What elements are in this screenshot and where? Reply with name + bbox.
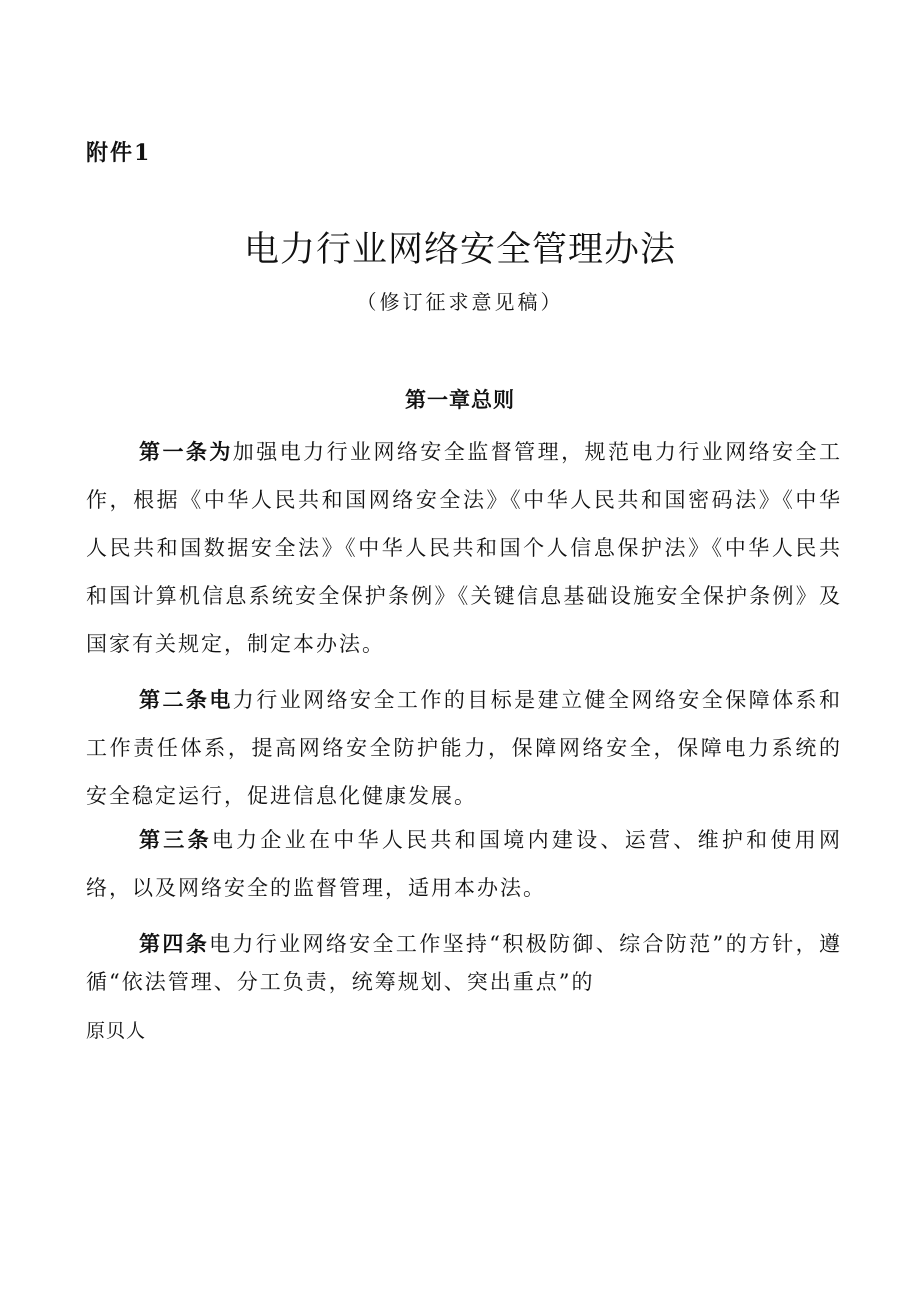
attachment-label: 附件1 bbox=[86, 140, 152, 166]
article-2 bbox=[86, 676, 842, 820]
trailing-text-fragment: 原贝人 bbox=[86, 1020, 147, 1042]
document-subtitle: （修订征求意见稿） bbox=[356, 290, 564, 314]
article-2-lead: 第二条电 bbox=[139, 687, 233, 712]
article-2-text: 力行业网络安全工作的目标是建立健全网络安全保障体系和工作责任体系，提高网络安全防护能力，保障网络安全，保障电力系统的安全稳定运行，促进信息化健康发展。 bbox=[86, 688, 843, 808]
article-4-text: 电力行业网络安全工作坚持“积极防御、综合防范”的方针，遵循“依法管理、分工负责，统筹规划、突出重点”的 bbox=[86, 932, 842, 994]
document-title: 电力行业网络安全管理办法 bbox=[243, 230, 676, 270]
article-3 bbox=[86, 816, 842, 912]
article-3-text: 电力企业在中华人民共和国境内建设、运营、维护和使用网络，以及网络安全的监督管理，适用本办法。 bbox=[86, 828, 842, 900]
article-4-lead: 第四条 bbox=[139, 931, 210, 956]
article-3-lead: 第三条 bbox=[139, 827, 212, 852]
chapter-heading: 第一章总则 bbox=[405, 387, 515, 412]
article-1-text: 加强电力行业网络安全监督管理，规范电力行业网络安全工作，根据《中华人民共和国网络安全法》《中华人民共和国密码法》《中华人民共和国数据安全法》《中华人民共和国个人信息保护法》《中华人民共和国计算机信息系统安全保护条例》《关键信息基础设施安全保护条例》及国家有关规定，制定本办法。 bbox=[86, 440, 843, 656]
article-4 bbox=[86, 925, 842, 1001]
article-1-lead: 第一条为 bbox=[139, 439, 233, 464]
article-1 bbox=[86, 428, 842, 668]
